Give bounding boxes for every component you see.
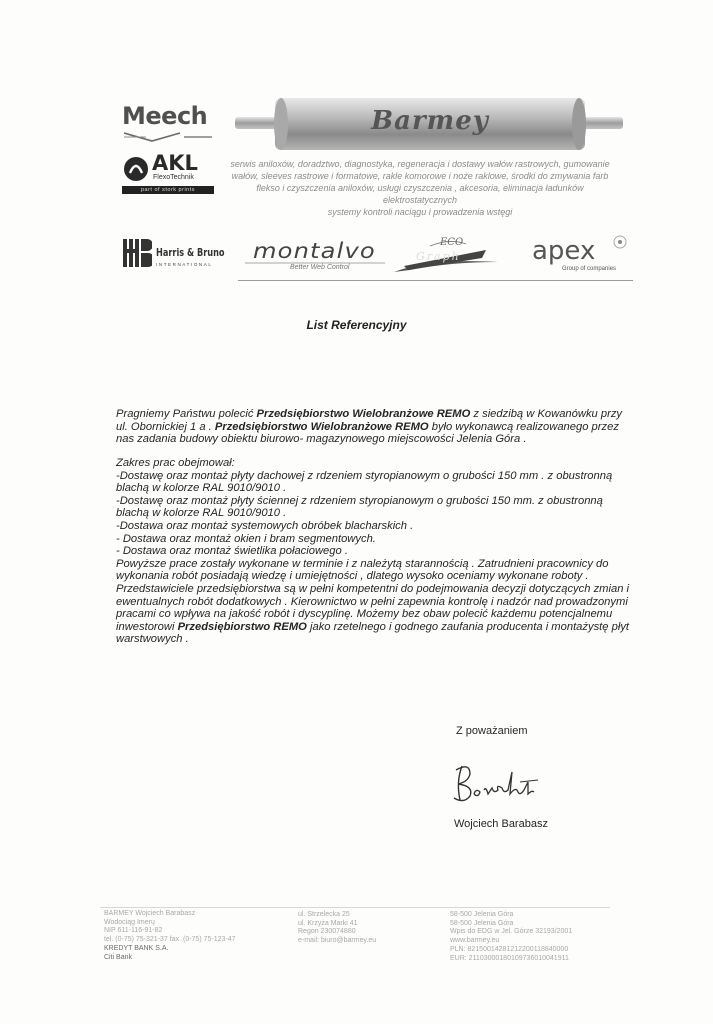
paragraph-text: z siedzibą w Kowanówku przy ul. Obornickiej 1 a . — [116, 408, 623, 433]
footer-line: www.barmey.eu — [450, 937, 500, 945]
meech-logo-text: Meech — [122, 102, 208, 130]
scope-line: -Dostawa oraz montaż systemowych obróbek blacharskich . — [116, 519, 414, 532]
scope-line: Zakres prac obejmował: — [116, 457, 235, 469]
harris-bruno-emblem-icon — [122, 238, 152, 268]
akl-emblem-icon — [122, 155, 150, 183]
intro-text — [116, 408, 631, 446]
footer-line: Wpis do EDG w Jel. Górze 32193/2001 — [450, 928, 573, 936]
footer-divider — [100, 907, 610, 908]
services-line: systemy kontroli naciągu i prowadzenia wstęgi — [327, 207, 513, 217]
akl-tagline: part of stork prints — [122, 186, 214, 194]
footer-registration-info — [450, 911, 572, 963]
scope-section — [116, 457, 631, 646]
services-line: elektrostatycznych — [382, 195, 458, 205]
meech-swoosh-icon — [122, 131, 214, 143]
footer-line: Citi Bank — [104, 953, 133, 961]
services-line: flekso i czyszczenia aniloxów, usługi czyszczenia , akcesoria, eliminacja ładunków — [256, 183, 584, 193]
apex-sub: Group of companies — [562, 266, 617, 272]
company-name-emphasis: Przedsiębiorstwo Wielobranżowe REMO — [256, 408, 471, 420]
assessment-text — [116, 558, 631, 646]
apex-dot-icon — [610, 232, 630, 252]
harris-bruno-logo-text: Harris & Bruno — [156, 247, 225, 259]
services-description — [200, 158, 640, 218]
montalvo-logo — [245, 239, 385, 273]
footer-line: e-mail: biuro@barmey.eu — [298, 937, 377, 945]
page-title: List Referencyjny — [306, 318, 407, 332]
footer-line: PLN: 82150014281212200118840000 — [450, 945, 569, 953]
company-name-emphasis: Przedsiębiorstwo REMO — [177, 620, 307, 633]
footer-line: ul. Krzyża Marki 41 — [298, 919, 358, 927]
company-name-emphasis: Przedsiębiorstwo Wielobranżowe REMO — [214, 420, 429, 433]
scope-line: - Dostawa oraz montaż okien i bram segmentowych. — [116, 532, 376, 545]
paragraph-text: było wykonawcą realizowanego przez nas zadania budowy obiektu biurowo- magazynowego miejscowości Jelenia Góra . — [116, 420, 619, 446]
ecograph-eco: ECO — [440, 237, 464, 248]
footer-line: KREDYT BANK S.A. — [104, 944, 169, 952]
paragraph-text: Pragniemy Państwu polecić — [116, 408, 257, 420]
signature-icon — [448, 760, 548, 810]
footer-line: Regon 230074880 — [298, 928, 356, 936]
intro-paragraph — [116, 408, 631, 446]
apex-logo-text: apex — [532, 236, 596, 266]
services-line: wałów, sleeves rastrowe i formatowe, rakle komorowe i noże raklowe, środki do zmywania farb — [231, 171, 609, 181]
akl-subtitle: FlexoTechnik — [153, 174, 194, 181]
paragraph-text: jako rzetelnego i godnego zaufania producenta i montażystę płyt warstwowych . — [116, 620, 630, 646]
harris-bruno-logo — [122, 238, 225, 268]
footer-company-info — [104, 910, 236, 962]
signer-name: Wojciech Barabasz — [454, 818, 548, 830]
footer-line: NIP 611-116-91-82 — [104, 927, 163, 935]
apex-logo — [528, 236, 628, 278]
footer-line: BARMEY Wojciech Barabasz — [104, 910, 196, 917]
paragraph-text: Powyższe prace zostały wykonane w terminie i z należytą starannością . Zatrudnieni pracownicy do wykonania robót posiadają wiedzę i umiejętności , dlatego wysoko oceniamy wykonane roboty . Przedstawiciele przedsiębiorstwa są w pełni kompetentni do podejmowania decyzji dotyczących zmian i ewentualnych robót dodatkowych . Kierownictwo w pełni zapewnia kontrolę i nadzór nad prowadzonymi pracami co wpływa na jakość robót i dyscyplinę. Możemy bez obaw polecić każdemu potencjalnemu inwestorowi — [116, 557, 630, 633]
ecograph-logo-text: Graph — [416, 250, 461, 263]
services-line: serwis aniloxów, doradztwo, diagnostyka, regeneracja i dostawy wałów rastrowych, gumowanie — [230, 159, 610, 169]
akl-logo-text: AKL — [152, 151, 198, 175]
scope-line: -Dostawę oraz montaż płyty ściennej z rdzeniem styropianowym o grubości 150 mm. z obustronną blachą w kolorze RAL 9010/9010 . — [116, 494, 603, 520]
barmey-logo-text: Barmey — [371, 106, 489, 136]
footer-line: 58-500 Jelenia Góra — [450, 919, 514, 927]
closing-salutation: Z poważaniem — [456, 725, 528, 737]
footer-line: Wodociąg Imerų — [104, 918, 155, 926]
footer-line: tel. (0-75) 75-321-37 fax. (0-75) 75-123-47 — [104, 936, 236, 944]
montalvo-logo-text: montalvo — [253, 239, 376, 263]
meech-logo — [122, 103, 222, 148]
montalvo-sub: Better Web Control — [290, 264, 350, 271]
footer-address-info — [298, 911, 376, 946]
header-divider — [238, 280, 633, 281]
scope-line: - Dostawa oraz montaż świetlika połaciowego . — [116, 545, 348, 558]
scope-line: -Dostawę oraz montaż płyty dachowej z rdzeniem styropianowym o grubości 150 mm . z obustronną blachą w kolorze RAL 9010/9010 . — [116, 469, 613, 495]
ecograph-logo — [390, 236, 500, 276]
barmey-roller-logo — [235, 92, 625, 156]
footer-line: ul. Strzelecka 25 — [298, 911, 350, 918]
harris-bruno-sub: INTERNATIONAL — [156, 262, 213, 267]
footer-line: 58-500 Jelenia Góra — [450, 911, 514, 918]
footer-line: EUR: 21103000180109736010041911 — [450, 954, 569, 962]
